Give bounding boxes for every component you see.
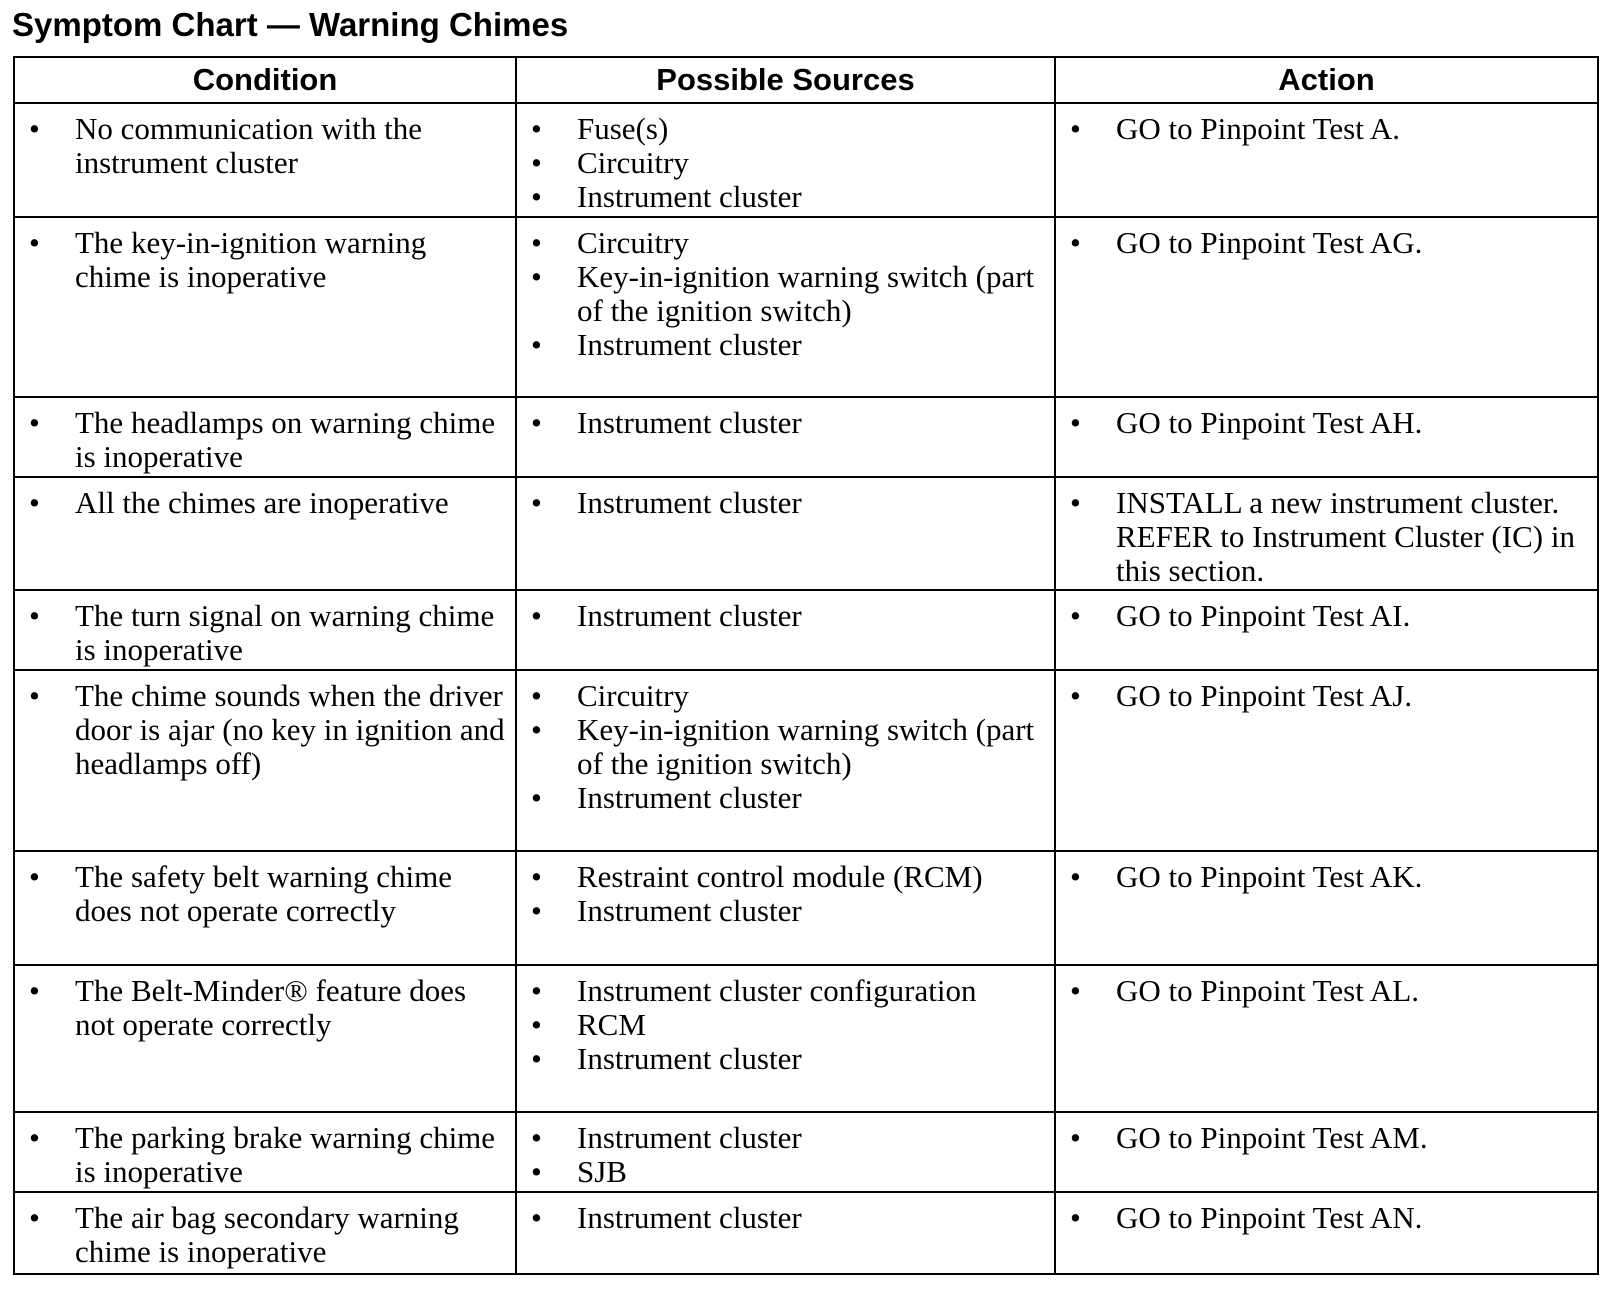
list-item bbox=[15, 226, 507, 294]
list-item bbox=[517, 1121, 1046, 1155]
item-text: GO to Pinpoint Test AL. bbox=[1116, 973, 1419, 1008]
list-item bbox=[15, 679, 507, 781]
list-item bbox=[1056, 486, 1589, 588]
bullet-icon: • bbox=[1070, 1120, 1081, 1155]
item-text: Instrument cluster bbox=[577, 327, 802, 362]
bullet-icon: • bbox=[531, 678, 542, 713]
table-row bbox=[14, 397, 1598, 477]
bullet-icon: • bbox=[531, 1200, 542, 1235]
list-item bbox=[1056, 679, 1589, 713]
item-text: SJB bbox=[577, 1154, 627, 1189]
bullet-icon: • bbox=[531, 225, 542, 260]
bullet-icon: • bbox=[29, 485, 40, 520]
item-text: GO to Pinpoint Test AJ. bbox=[1116, 678, 1413, 713]
list-item bbox=[517, 599, 1046, 633]
list-item bbox=[15, 1121, 507, 1189]
possible-sources-cell bbox=[516, 1192, 1055, 1274]
item-text: Fuse(s) bbox=[577, 111, 669, 146]
bullet-icon: • bbox=[29, 405, 40, 440]
list-item bbox=[517, 781, 1046, 815]
possible-sources-list bbox=[517, 104, 1054, 214]
item-text: Instrument cluster bbox=[577, 893, 802, 928]
table-row bbox=[14, 1112, 1598, 1192]
possible-sources-cell bbox=[516, 590, 1055, 670]
action-cell bbox=[1055, 397, 1598, 477]
item-text: The air bag secondary warning chime is inoperative bbox=[75, 1200, 459, 1269]
bullet-icon: • bbox=[531, 405, 542, 440]
bullet-icon: • bbox=[1070, 1200, 1081, 1235]
action-list bbox=[1056, 218, 1597, 260]
list-item bbox=[1056, 1121, 1589, 1155]
table-header-row bbox=[14, 57, 1598, 103]
bullet-icon: • bbox=[531, 598, 542, 633]
list-item bbox=[517, 679, 1046, 713]
item-text: No communication with the instrument cluster bbox=[75, 111, 422, 180]
bullet-icon: • bbox=[531, 485, 542, 520]
list-item bbox=[517, 1008, 1046, 1042]
table-row bbox=[14, 670, 1598, 851]
list-item bbox=[517, 226, 1046, 260]
bullet-icon: • bbox=[1070, 859, 1081, 894]
possible-sources-list bbox=[517, 1193, 1054, 1235]
item-text: GO to Pinpoint Test A. bbox=[1116, 111, 1401, 146]
bullet-icon: • bbox=[531, 893, 542, 928]
possible-sources-list bbox=[517, 1113, 1054, 1189]
bullet-icon: • bbox=[29, 859, 40, 894]
condition-cell bbox=[14, 1112, 516, 1192]
condition-cell bbox=[14, 851, 516, 965]
item-text: The chime sounds when the driver door is ajar (no key in ignition and headlamps off) bbox=[75, 678, 505, 781]
condition-list bbox=[15, 591, 515, 667]
item-text: INSTALL a new instrument cluster. REFER to Instrument Cluster (IC) in this section. bbox=[1116, 485, 1575, 588]
item-text: Instrument cluster bbox=[577, 405, 802, 440]
table-row bbox=[14, 965, 1598, 1112]
list-item bbox=[517, 894, 1046, 928]
possible-sources-list bbox=[517, 966, 1054, 1076]
action-list bbox=[1056, 398, 1597, 440]
condition-list bbox=[15, 966, 515, 1042]
action-list bbox=[1056, 852, 1597, 894]
action-list bbox=[1056, 1113, 1597, 1155]
condition-cell bbox=[14, 103, 516, 217]
item-text: RCM bbox=[577, 1007, 646, 1042]
possible-sources-list bbox=[517, 852, 1054, 928]
condition-cell bbox=[14, 590, 516, 670]
bullet-icon: • bbox=[29, 678, 40, 713]
condition-list bbox=[15, 852, 515, 928]
item-text: GO to Pinpoint Test AN. bbox=[1116, 1200, 1423, 1235]
item-text: GO to Pinpoint Test AH. bbox=[1116, 405, 1423, 440]
list-item bbox=[517, 328, 1046, 362]
list-item bbox=[15, 406, 507, 474]
item-text: Restraint control module (RCM) bbox=[577, 859, 983, 894]
list-item bbox=[1056, 860, 1589, 894]
item-text: GO to Pinpoint Test AK. bbox=[1116, 859, 1423, 894]
action-list bbox=[1056, 671, 1597, 713]
table-row bbox=[14, 217, 1598, 397]
action-cell bbox=[1055, 851, 1598, 965]
item-text: Instrument cluster bbox=[577, 598, 802, 633]
item-text: Circuitry bbox=[577, 145, 689, 180]
condition-list bbox=[15, 218, 515, 294]
list-item bbox=[1056, 974, 1589, 1008]
bullet-icon: • bbox=[29, 973, 40, 1008]
item-text: Instrument cluster bbox=[577, 1120, 802, 1155]
item-text: All the chimes are inoperative bbox=[75, 485, 449, 520]
bullet-icon: • bbox=[531, 1007, 542, 1042]
bullet-icon: • bbox=[1070, 973, 1081, 1008]
possible-sources-cell bbox=[516, 670, 1055, 851]
table-row bbox=[14, 477, 1598, 590]
condition-list bbox=[15, 104, 515, 180]
item-text: The parking brake warning chime is inoperative bbox=[75, 1120, 496, 1189]
bullet-icon: • bbox=[1070, 405, 1081, 440]
possible-sources-list bbox=[517, 591, 1054, 633]
list-item bbox=[15, 1201, 507, 1269]
list-item bbox=[517, 974, 1046, 1008]
item-text: Key-in-ignition warning switch (part of the ignition switch) bbox=[577, 259, 1035, 328]
condition-cell bbox=[14, 965, 516, 1112]
action-list bbox=[1056, 591, 1597, 633]
bullet-icon: • bbox=[29, 598, 40, 633]
symptom-table bbox=[13, 56, 1599, 1275]
list-item bbox=[517, 486, 1046, 520]
bullet-icon: • bbox=[29, 1120, 40, 1155]
action-cell bbox=[1055, 670, 1598, 851]
list-item bbox=[1056, 226, 1589, 260]
possible-sources-list bbox=[517, 218, 1054, 362]
header-action: Action bbox=[1055, 57, 1598, 103]
table-row bbox=[14, 851, 1598, 965]
condition-list bbox=[15, 478, 515, 520]
bullet-icon: • bbox=[531, 712, 542, 747]
possible-sources-cell bbox=[516, 851, 1055, 965]
possible-sources-list bbox=[517, 398, 1054, 440]
bullet-icon: • bbox=[1070, 111, 1081, 146]
list-item bbox=[517, 1201, 1046, 1235]
table-row bbox=[14, 103, 1598, 217]
action-cell bbox=[1055, 1192, 1598, 1274]
bullet-icon: • bbox=[531, 973, 542, 1008]
bullet-icon: • bbox=[531, 1120, 542, 1155]
condition-list bbox=[15, 671, 515, 781]
possible-sources-cell bbox=[516, 217, 1055, 397]
list-item bbox=[1056, 406, 1589, 440]
bullet-icon: • bbox=[531, 780, 542, 815]
list-item bbox=[15, 599, 507, 667]
list-item bbox=[1056, 599, 1589, 633]
list-item bbox=[15, 486, 507, 520]
bullet-icon: • bbox=[29, 225, 40, 260]
possible-sources-list bbox=[517, 671, 1054, 815]
bullet-icon: • bbox=[1070, 598, 1081, 633]
list-item bbox=[517, 260, 1046, 328]
table-row bbox=[14, 590, 1598, 670]
possible-sources-cell bbox=[516, 103, 1055, 217]
list-item bbox=[517, 1155, 1046, 1189]
list-item bbox=[517, 180, 1046, 214]
item-text: Circuitry bbox=[577, 678, 689, 713]
condition-list bbox=[15, 1113, 515, 1189]
condition-cell bbox=[14, 670, 516, 851]
list-item bbox=[15, 860, 507, 928]
list-item bbox=[517, 112, 1046, 146]
possible-sources-list bbox=[517, 478, 1054, 520]
list-item bbox=[1056, 112, 1589, 146]
action-list bbox=[1056, 1193, 1597, 1235]
list-item bbox=[15, 974, 507, 1042]
item-text: Instrument cluster bbox=[577, 485, 802, 520]
item-text: GO to Pinpoint Test AM. bbox=[1116, 1120, 1428, 1155]
condition-cell bbox=[14, 397, 516, 477]
item-text: GO to Pinpoint Test AG. bbox=[1116, 225, 1423, 260]
bullet-icon: • bbox=[29, 111, 40, 146]
possible-sources-cell bbox=[516, 477, 1055, 590]
bullet-icon: • bbox=[1070, 225, 1081, 260]
bullet-icon: • bbox=[531, 259, 542, 294]
header-condition: Condition bbox=[14, 57, 516, 103]
item-text: The Belt-Minder® feature does not operate correctly bbox=[75, 973, 467, 1042]
item-text: Instrument cluster bbox=[577, 179, 802, 214]
item-text: Instrument cluster bbox=[577, 780, 802, 815]
list-item bbox=[517, 146, 1046, 180]
item-text: The safety belt warning chime does not operate correctly bbox=[75, 859, 453, 928]
action-list bbox=[1056, 966, 1597, 1008]
condition-list bbox=[15, 398, 515, 474]
bullet-icon: • bbox=[531, 327, 542, 362]
bullet-icon: • bbox=[1070, 485, 1081, 520]
list-item bbox=[517, 1042, 1046, 1076]
list-item bbox=[517, 860, 1046, 894]
bullet-icon: • bbox=[531, 1041, 542, 1076]
item-text: The turn signal on warning chime is inoperative bbox=[75, 598, 495, 667]
action-cell bbox=[1055, 965, 1598, 1112]
possible-sources-cell bbox=[516, 965, 1055, 1112]
possible-sources-cell bbox=[516, 397, 1055, 477]
table-body bbox=[14, 103, 1598, 1274]
list-item bbox=[1056, 1201, 1589, 1235]
bullet-icon: • bbox=[531, 1154, 542, 1189]
bullet-icon: • bbox=[531, 179, 542, 214]
header-possible-sources: Possible Sources bbox=[516, 57, 1055, 103]
table-row bbox=[14, 1192, 1598, 1274]
bullet-icon: • bbox=[531, 111, 542, 146]
bullet-icon: • bbox=[29, 1200, 40, 1235]
item-text: GO to Pinpoint Test AI. bbox=[1116, 598, 1411, 633]
item-text: Instrument cluster bbox=[577, 1041, 802, 1076]
action-cell bbox=[1055, 217, 1598, 397]
item-text: The key-in-ignition warning chime is inoperative bbox=[75, 225, 427, 294]
page-title: Symptom Chart — Warning Chimes bbox=[12, 6, 569, 43]
item-text: Instrument cluster bbox=[577, 1200, 802, 1235]
bullet-icon: • bbox=[1070, 678, 1081, 713]
item-text: Instrument cluster configuration bbox=[577, 973, 977, 1008]
action-cell bbox=[1055, 590, 1598, 670]
bullet-icon: • bbox=[531, 145, 542, 180]
action-cell bbox=[1055, 1112, 1598, 1192]
item-text: The headlamps on warning chime is inoperative bbox=[75, 405, 496, 474]
condition-cell bbox=[14, 217, 516, 397]
action-cell bbox=[1055, 477, 1598, 590]
condition-cell bbox=[14, 477, 516, 590]
item-text: Key-in-ignition warning switch (part of the ignition switch) bbox=[577, 712, 1035, 781]
possible-sources-cell bbox=[516, 1112, 1055, 1192]
action-list bbox=[1056, 478, 1597, 588]
condition-cell bbox=[14, 1192, 516, 1274]
action-cell bbox=[1055, 103, 1598, 217]
list-item bbox=[517, 406, 1046, 440]
bullet-icon: • bbox=[531, 859, 542, 894]
action-list bbox=[1056, 104, 1597, 146]
item-text: Circuitry bbox=[577, 225, 689, 260]
list-item bbox=[517, 713, 1046, 781]
condition-list bbox=[15, 1193, 515, 1269]
list-item bbox=[15, 112, 507, 180]
